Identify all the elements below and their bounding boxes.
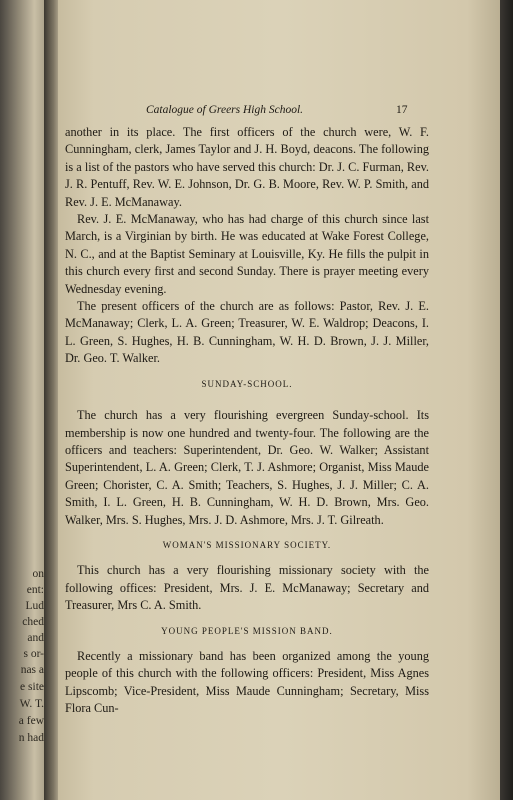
- left-fragment: a few: [18, 715, 44, 727]
- paragraph: another in its place. The first officers of the church were, W. F. Cunningham, clerk, James Taylor and J. H. Boyd, deacons. The following is a list of the pastors who have served this church: Dr. J. C. Furman, Rev. J. R. Pentuff, Rev. W. E. Johnson, Dr. G. B. Moore, Rev. W. P. Smith, and Rev. J. E. McManaway.: [65, 125, 429, 209]
- left-fragment: Lud: [25, 600, 44, 612]
- paragraph: Recently a missionary band has been organized among the young people of this church with the following officers: President, Miss Agnes Lipscomb; Vice-President, Miss Maude Cunningham; Secretary, Miss Flora Cun-: [65, 648, 429, 716]
- left-fragment: n had: [18, 732, 44, 744]
- left-fragment: W. T.: [19, 698, 44, 710]
- left-fragment: ched: [22, 616, 44, 628]
- header-title: Catalogue of Greers High School.: [146, 104, 304, 116]
- paragraph: This church has a very flourishing missionary society with the following offices: President, Mrs. J. E. McManaway; Secretary and Treasurer, Mrs C. A. Smith.: [65, 563, 429, 613]
- left-fragment: ent:: [26, 584, 44, 596]
- paragraph: The church has a very flourishing evergreen Sunday-school. Its membership is now one hundred and twenty-four. The following are the officers and teachers: Superintendent, Dr. Geo. W. Walker; Assistant Superintendent, L. A. Green; Clerk, T. J. Ashmore; Organist, Miss Maude Green; Chorister, C. A. Smith; Teachers, S. Hughes, J. J. Miller; C. A. Smith, I. L. Green, H. B. Cunningham, W. H. D. Brown, Mrs. Geo. Walker, Mrs. S. Hughes, Mrs. J. D. Ashmore, Mrs. J. T. Gilreath.: [65, 408, 429, 527]
- left-fragment: e site: [20, 681, 44, 693]
- paragraph: Rev. J. E. McManaway, who has had charge of this church since last March, is a Virginian by birth. He was educated at Wake Forest College, N. C., and at the Baptist Seminary at Louisville, Ky. He fills the pulpit in this church every first and second Sunday. There is prayer meeting every Wednesday evening.: [65, 212, 429, 296]
- left-fragment: and: [27, 632, 44, 644]
- left-fragment: s or-: [23, 648, 44, 660]
- left-fragment: nas a: [20, 664, 44, 676]
- running-header: [58, 104, 503, 120]
- section-heading-womans-missionary: WOMAN'S MISSIONARY SOCIETY.: [162, 539, 332, 550]
- book-page: [58, 0, 503, 800]
- paragraph: The present officers of the church are as follows: Pastor, Rev. J. E. McManaway; Clerk, L. A. Green; Treasurer, W. E. Waldrop; Deacons, I. L. Green, S. Hughes, H. B. Cunningham, W. H. D. Brown, J. J. Miller, Dr. Geo. T. Walker.: [65, 299, 429, 366]
- left-fragment: on: [32, 568, 44, 580]
- page-number: 17: [396, 104, 408, 116]
- left-page-edge: [0, 0, 46, 800]
- section-heading-young-peoples: YOUNG PEOPLE'S MISSION BAND.: [161, 625, 333, 636]
- background-edge: [500, 0, 513, 800]
- section-heading-sunday-school: SUNDAY-SCHOOL.: [201, 378, 293, 389]
- page-body: [65, 124, 429, 718]
